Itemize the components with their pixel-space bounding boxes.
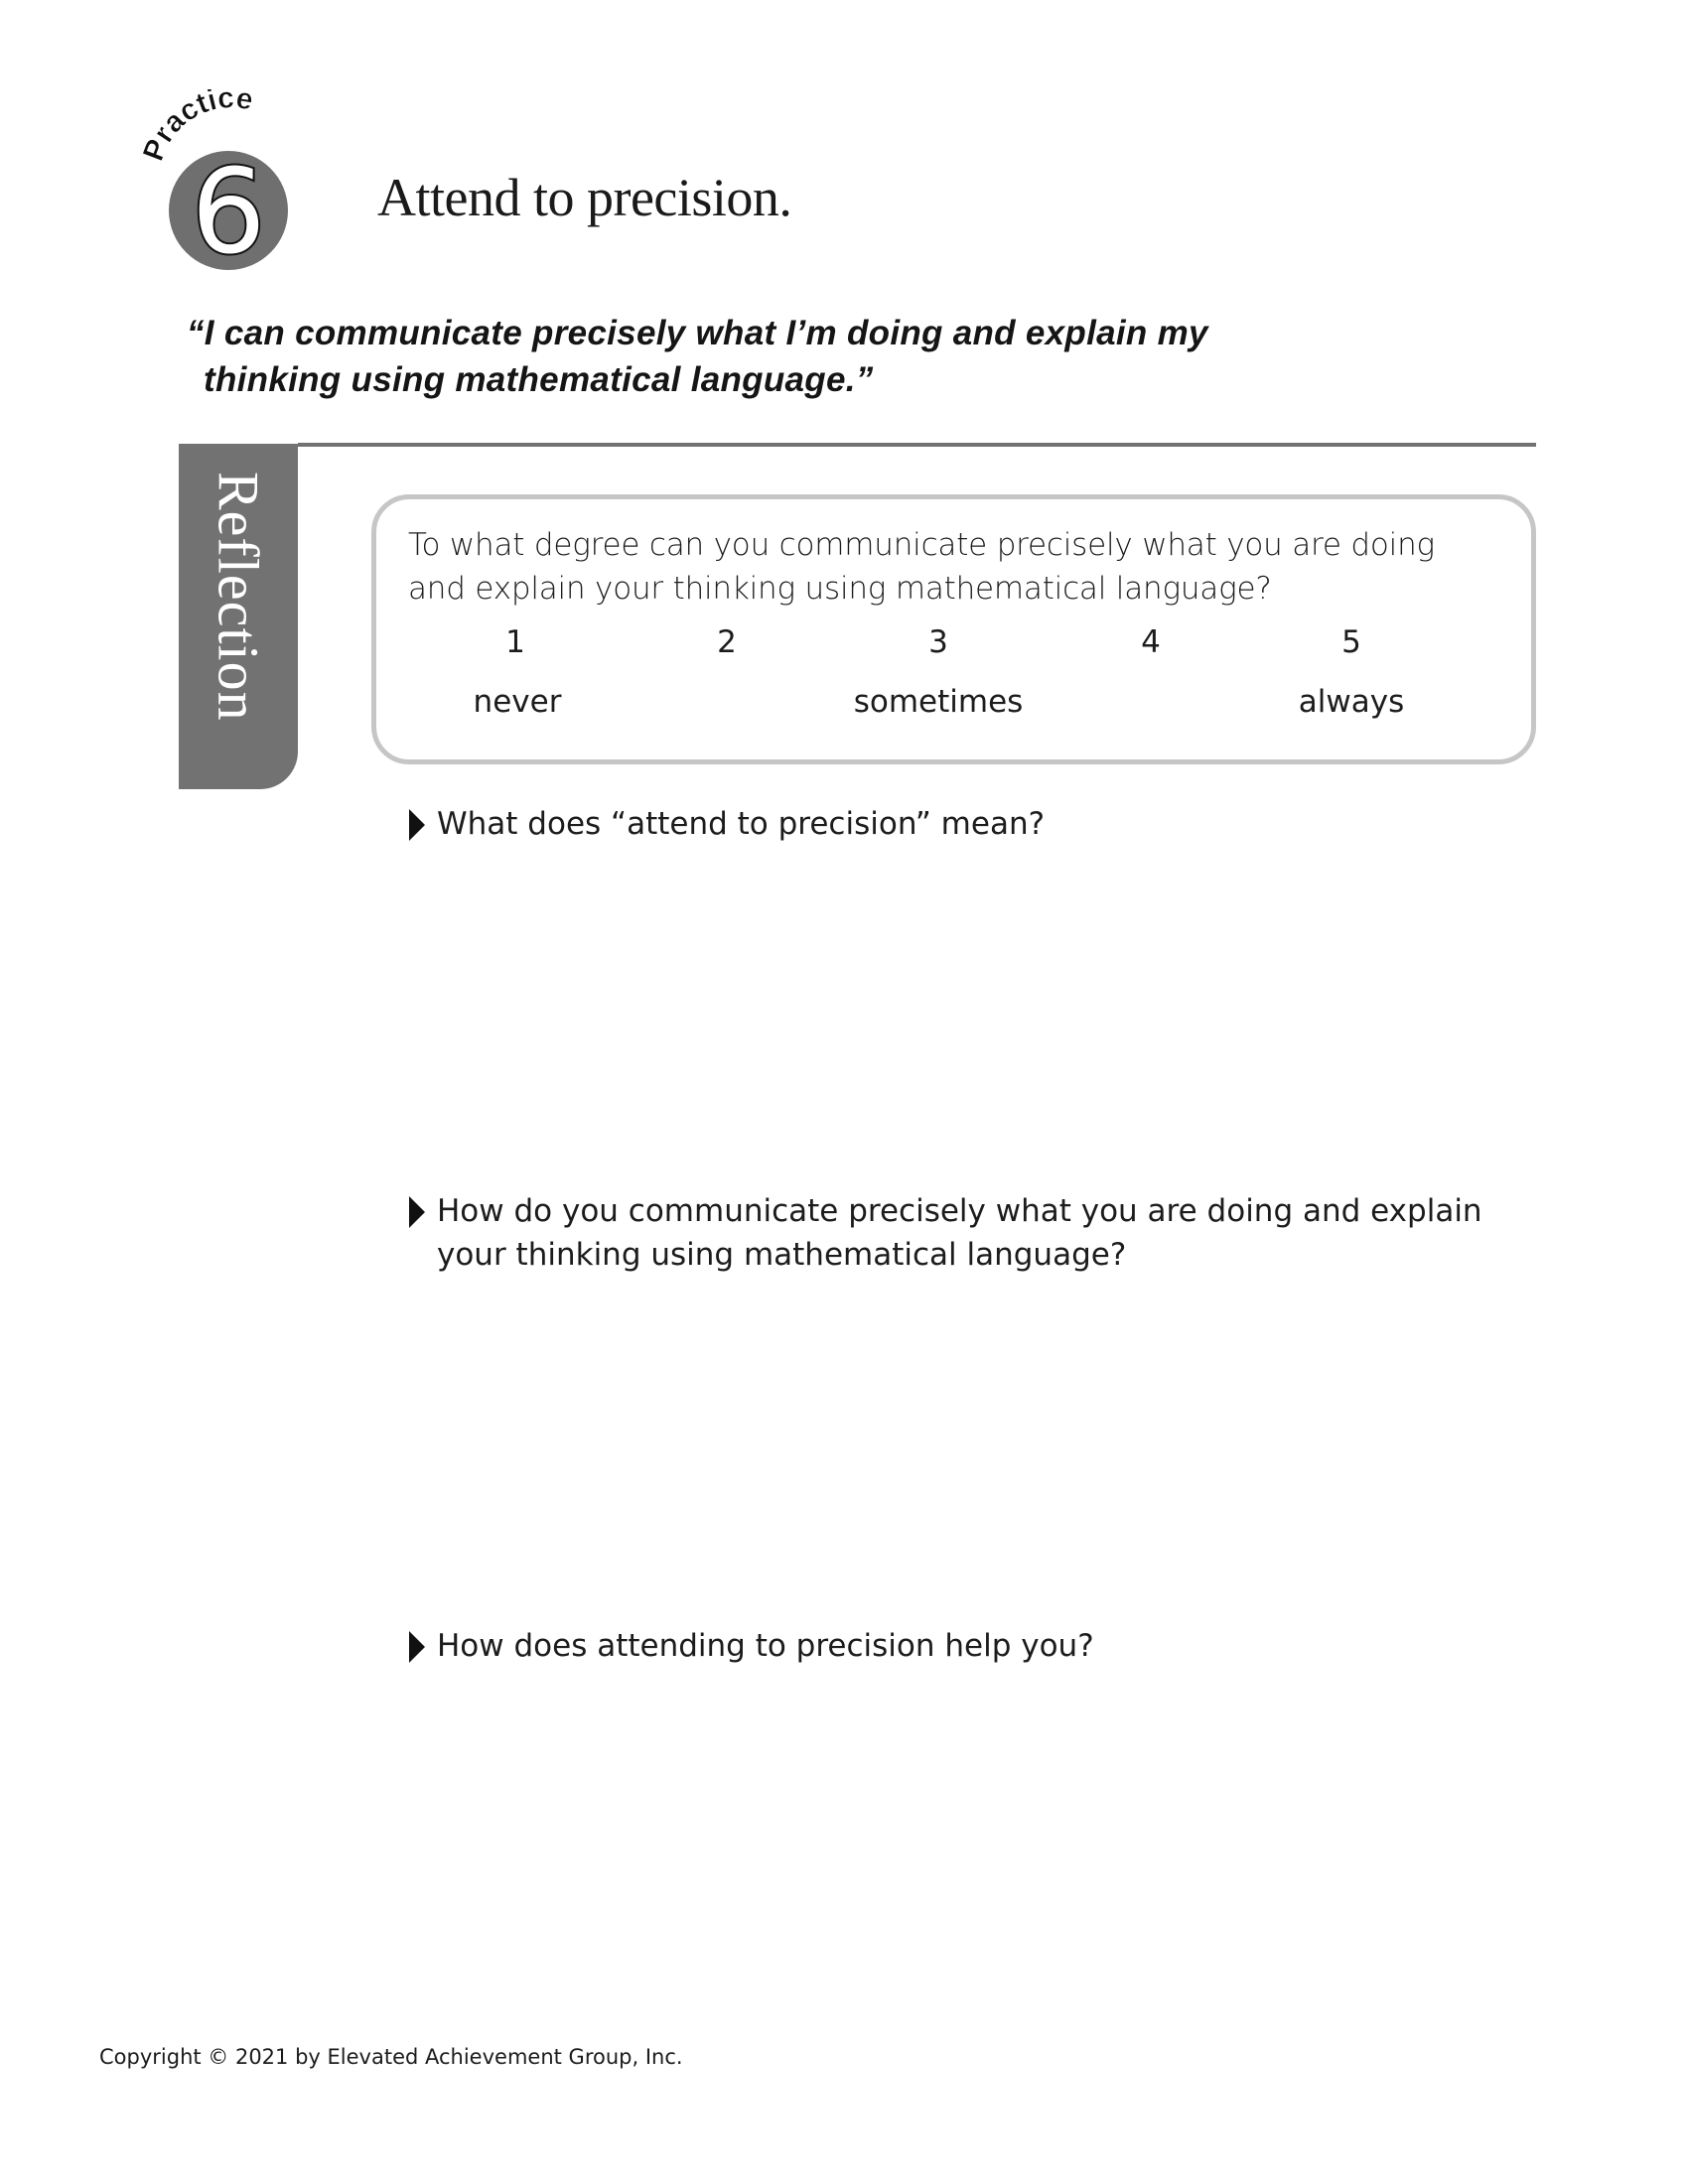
rating-option-4[interactable]: 4 bbox=[1141, 624, 1161, 660]
quote-line-1: “I can communicate precisely what I’m doing and explain my bbox=[187, 314, 1208, 352]
triangle-bullet-icon bbox=[409, 809, 425, 841]
rating-label-sometimes: sometimes bbox=[853, 684, 1024, 720]
quote-line-2: thinking using mathematical language.” bbox=[204, 360, 874, 399]
rating-option-5[interactable]: 5 bbox=[1341, 624, 1361, 660]
rating-option-2[interactable]: 2 bbox=[717, 624, 737, 660]
question-1-text: What does “attend to precision” mean? bbox=[437, 806, 1046, 842]
practice-badge-icon bbox=[139, 89, 318, 278]
section-divider bbox=[298, 443, 1536, 447]
rating-option-1[interactable]: 1 bbox=[505, 624, 525, 660]
reflection-tab-label: Reflection bbox=[206, 472, 271, 722]
self-rating-prompt: To what degree can you communicate precisely what you are doing and explain your thinking using mathematical language? bbox=[408, 527, 1435, 607]
badge-label: Practice bbox=[139, 89, 256, 166]
i-can-statement bbox=[187, 310, 1208, 403]
rating-label-never: never bbox=[473, 684, 562, 720]
badge-number: 6 bbox=[191, 143, 266, 278]
practice-badge bbox=[139, 89, 318, 278]
page-title: Attend to precision. bbox=[377, 168, 792, 227]
rating-label-always: always bbox=[1298, 684, 1405, 720]
question-3-text: How does attending to precision help you? bbox=[437, 1628, 1094, 1664]
rating-option-3[interactable]: 3 bbox=[928, 624, 948, 660]
copyright-notice: Copyright © 2021 by Elevated Achievement Group, Inc. bbox=[99, 2045, 683, 2069]
triangle-bullet-icon bbox=[409, 1631, 425, 1663]
self-rating-box bbox=[371, 494, 1536, 764]
question-2-text bbox=[437, 1189, 1482, 1277]
question-2-line-1: How do you communicate precisely what you are doing and explain bbox=[437, 1193, 1482, 1229]
question-2-line-2: your thinking using mathematical language? bbox=[437, 1237, 1127, 1273]
reflection-tab bbox=[179, 444, 298, 789]
triangle-bullet-icon bbox=[409, 1196, 425, 1228]
